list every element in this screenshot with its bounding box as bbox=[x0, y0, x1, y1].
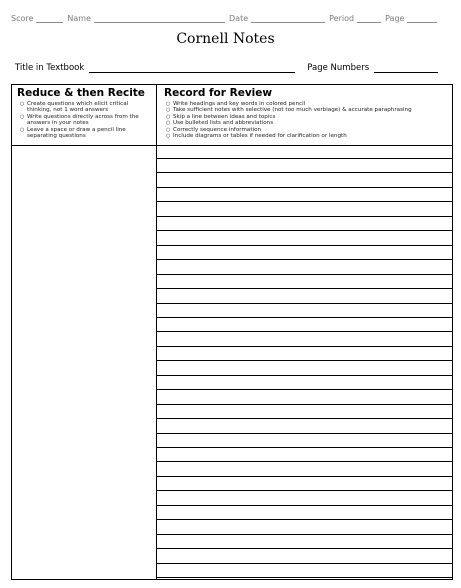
bullet-icon: ○ bbox=[166, 133, 171, 140]
record-review-tips bbox=[164, 101, 449, 139]
ruled-line bbox=[157, 187, 452, 188]
textbook-info-row bbox=[15, 59, 450, 73]
ruled-line bbox=[157, 490, 452, 491]
tip-text: Write questions directly across from the answers in your notes bbox=[27, 113, 139, 127]
tip-text: Use bulleted lists and abbreviations bbox=[173, 120, 274, 127]
tip-text: Skip a line between ideas and topics bbox=[173, 113, 276, 120]
bullet-icon: ○ bbox=[20, 113, 25, 120]
score-field[interactable] bbox=[36, 14, 63, 23]
bullet-icon: ○ bbox=[20, 126, 25, 133]
bullet-icon: ○ bbox=[166, 113, 171, 120]
textbook-title-label: Title in Textbook bbox=[15, 63, 85, 73]
ruled-line bbox=[157, 433, 452, 434]
bullet-icon: ○ bbox=[166, 126, 171, 133]
ruled-line bbox=[157, 418, 452, 419]
textbook-title-field[interactable] bbox=[89, 64, 295, 73]
ruled-line bbox=[157, 158, 452, 159]
tip-text: Write headings and key words in colored pencil bbox=[173, 101, 306, 107]
record-review-heading: Record for Review bbox=[164, 87, 273, 99]
ruled-line bbox=[157, 360, 452, 361]
ruled-line bbox=[157, 230, 452, 231]
score-label: Score bbox=[11, 14, 34, 23]
ruled-line bbox=[157, 447, 452, 448]
ruled-line bbox=[157, 172, 452, 173]
ruled-line bbox=[157, 461, 452, 462]
list-item bbox=[18, 101, 152, 114]
bullet-icon: ○ bbox=[166, 120, 171, 127]
page-numbers-field[interactable] bbox=[374, 64, 438, 73]
reduce-recite-tips bbox=[18, 101, 152, 139]
tip-text: Correctly sequence information bbox=[173, 126, 262, 133]
name-field[interactable] bbox=[94, 14, 225, 23]
period-field[interactable] bbox=[357, 14, 381, 23]
notes-writing-area[interactable] bbox=[157, 146, 452, 579]
ruled-line bbox=[157, 216, 452, 217]
ruled-line bbox=[157, 389, 452, 390]
ruled-line bbox=[157, 534, 452, 535]
list-item bbox=[18, 127, 152, 140]
ruled-line bbox=[157, 317, 452, 318]
ruled-line bbox=[157, 563, 452, 564]
bullet-icon: ○ bbox=[166, 101, 171, 107]
page-title: Cornell Notes bbox=[176, 31, 275, 47]
bullet-icon: ○ bbox=[20, 101, 25, 107]
bullet-icon: ○ bbox=[166, 107, 171, 114]
name-label: Name bbox=[67, 14, 92, 23]
ruled-line bbox=[157, 274, 452, 275]
tip-text: Leave a space or draw a pencil line separating questions bbox=[27, 126, 126, 140]
ruled-line bbox=[157, 476, 452, 477]
reduce-recite-heading: Reduce & then Recite bbox=[17, 87, 145, 99]
date-field[interactable] bbox=[251, 14, 325, 23]
tip-text: Create questions which elicit critical thinking, not 1 word answers bbox=[27, 101, 129, 114]
ruled-line bbox=[157, 519, 452, 520]
list-item bbox=[164, 133, 449, 139]
tip-text: Include diagrams or tables if needed for clarification or length bbox=[173, 133, 347, 140]
ruled-line bbox=[157, 303, 452, 304]
student-info-header bbox=[11, 9, 451, 23]
ruled-line bbox=[157, 548, 452, 549]
ruled-line bbox=[157, 404, 452, 405]
ruled-line bbox=[157, 375, 452, 376]
date-label: Date bbox=[229, 14, 249, 23]
ruled-line bbox=[157, 505, 452, 506]
page-label: Page bbox=[385, 14, 405, 23]
ruled-line bbox=[157, 346, 452, 347]
list-item bbox=[18, 114, 152, 127]
ruled-line bbox=[157, 288, 452, 289]
ruled-line bbox=[157, 245, 452, 246]
ruled-line bbox=[157, 201, 452, 202]
ruled-line bbox=[157, 577, 452, 578]
notes-table bbox=[11, 84, 453, 580]
tip-text: Take sufficient notes with selective (not too much verbiage) & accurate paraphrasing bbox=[173, 107, 412, 114]
ruled-line bbox=[157, 259, 452, 260]
page-numbers-label: Page Numbers bbox=[307, 63, 370, 73]
page-field[interactable] bbox=[407, 14, 437, 23]
ruled-line bbox=[157, 331, 452, 332]
period-label: Period bbox=[329, 14, 355, 23]
